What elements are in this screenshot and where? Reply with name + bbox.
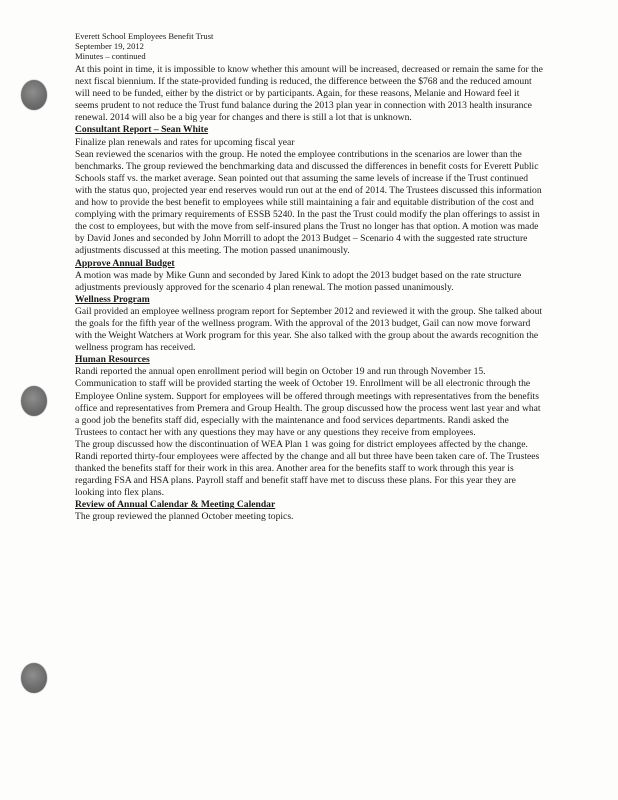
minutes-body	[75, 64, 543, 524]
calendar-heading: Review of Annual Calendar & Meeting Calendar	[75, 499, 276, 511]
punch-hole-middle	[21, 386, 47, 416]
wellness-paragraph: Gail provided an employee wellness program report for September 2012 and reviewed it with the group. She talked about the goals for the fifth year of the wellness program. With the approval of the 2013 budget, Gail can now move forward with the Weight Watchers at Work program for this year. She also talked with the group about the awards recognition the wellness program has received.	[75, 305, 543, 354]
intro-paragraph: At this point in time, it is impossible to know whether this amount will be increased, decreased or remain the same for the next fiscal biennium. If the state-provided funding is reduced, the difference between the $768 and the reduced amount will need to be funded, either by the district or by participants. Again, for these reasons, Melanie and Howard feel it seems prudent to not reduce the Trust fund balance during the 2013 plan year in connection with 2013 health insurance renewal. 2014 will also be a big year for changes and there is still a lot that is unknown.	[75, 64, 543, 124]
consultant-paragraph: Sean reviewed the scenarios with the group. He noted the employee contributions in the scenarios are lower than the benchmarks. The group reviewed the benchmarking data and discussed the differences in benefit costs for Everett Public Schools staff vs. the market average. Sean pointed out that assuming the same levels of increase if the Trust continued with the status quo, projected year end reserves would run out at the end of 2014. The Trustees discussed this information and how to provide the best benefit to employees while still maintaining a fair and equitable distribution of the cost and complying with the primary requirements of ESSB 5240. In the past the Trust could modify the plan offerings to assist in the cost to employees, but with the move from self-insured plans the Trust no longer has that option. A motion was made by David Jones and seconded by John Morrill to adopt the 2013 Budget – Scenario 4 with the suggested rate structure adjustments discussed at this meeting. The motion passed unanimously.	[75, 148, 542, 257]
wellness-heading: Wellness Program	[75, 293, 150, 305]
header-continued: Minutes – continued	[75, 51, 146, 61]
budget-paragraph: A motion was made by Mike Gunn and seconded by Jared Kink to adopt the 2013 budget based on the rate structure adjustments previously approved for the scenario 4 plan renewal. The motion passed unanimously.	[75, 269, 522, 293]
consultant-subtitle: Finalize plan renewals and rates for upcoming fiscal year	[75, 136, 295, 148]
calendar-paragraph: The group reviewed the planned October meeting topics.	[75, 511, 294, 523]
consultant-report-heading: Consultant Report – Sean White	[75, 124, 209, 136]
hr-heading: Human Resources	[75, 354, 150, 366]
budget-heading: Approve Annual Budget	[75, 257, 175, 269]
punch-hole-bottom	[21, 663, 47, 693]
hr-paragraph-1: Randi reported the annual open enrollment period will begin on October 19 and run through November 15. Communication to staff will be provided starting the week of October 19. Enrollment will be all electronic through the Employee Online system. Support for employees will be offered through meetings with representatives from the benefits office and representatives from Premera and Group Health. The group discussed how the process went last year and what a good job the benefits staff did, especially with the maintenance and food services departments. Randi asked the Trustees to contact her with any questions they may have or any questions they receive from employees.	[75, 366, 541, 438]
running-header	[75, 31, 213, 61]
hr-paragraph-2: The group discussed how the discontinuation of WEA Plan 1 was going for district employees affected by the change. Randi reported thirty-four employees were affected by the change and all but three have been taken care of. The Trustees thanked the benefits staff for their work in this area. Another area for the benefits staff to work through this year is regarding FSA and HSA plans. Payroll staff and benefit staff have met to discuss these plans. For this year they are looking into flex plans.	[75, 438, 540, 499]
header-date: September 19, 2012	[75, 41, 144, 51]
punch-hole-top	[21, 80, 47, 110]
header-org: Everett School Employees Benefit Trust	[75, 31, 214, 41]
